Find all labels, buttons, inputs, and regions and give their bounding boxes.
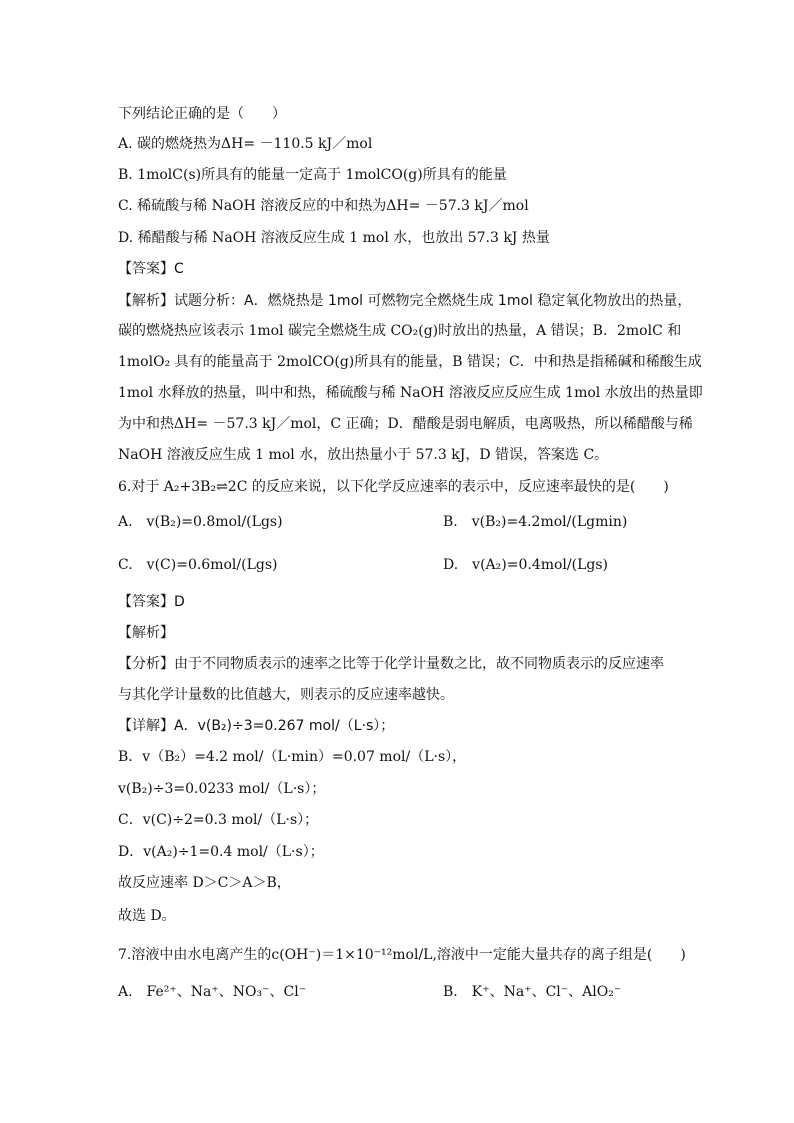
- q7-option-b: B. K⁺、Na⁺、Cl⁻、AlO₂⁻: [443, 984, 622, 1000]
- q6-option-d: D. v(A₂)=0.4mol/(Lgs): [443, 557, 608, 573]
- q6-detail-line-3: v(B₂)÷3=0.0233 mol/（L·s）；: [118, 781, 326, 797]
- q6-detail-line-7: 故选 D。: [118, 908, 176, 924]
- q5-option-b: B. 1molC(s)所具有的能量一定高于 1molCO(g)所具有的能量: [118, 167, 507, 183]
- q6-option-a: A. v(B₂)=0.8mol/(Lgs): [118, 514, 283, 530]
- q6-answer: 【答案】D: [118, 594, 185, 610]
- q5-explanation-line-1: 【解析】试题分析：A．燃烧热是 1mol 可燃物完全燃烧生成 1mol 稳定氧化物放出的热量，: [118, 293, 692, 309]
- q5-stem: 下列结论正确的是（ ）: [118, 106, 286, 122]
- q5-explanation-line-3: 1molO₂ 具有的能量高于 2molCO(g)所具有的能量，B 错误；C．中和热是指稀碱和稀酸生成: [118, 354, 702, 370]
- q5-explanation-line-4: 1mol 水释放的热量，叫中和热，稀硫酸与稀 NaOH 溶液反应反应生成 1mol 水放出的热量即: [118, 385, 703, 401]
- q5-answer: 【答案】C: [118, 261, 184, 277]
- q5-explanation-line-6: NaOH 溶液反应生成 1 mol 水，放出热量小于 57.3 kJ，D 错误，答案选 C。: [118, 447, 609, 463]
- q6-detail-line-4: C．v(C)÷2=0.3 mol/（L·s）；: [118, 812, 319, 828]
- q6-detail-line-1: 【详解】A．v(B₂)÷3=0.267 mol/（L·s）；: [118, 718, 395, 734]
- q5-option-c: C. 稀硫酸与稀 NaOH 溶液反应的中和热为ΔH= －57.3 kJ／mol: [118, 198, 529, 214]
- q6-detail-line-2: B．v（B₂）=4.2 mol/（L·min）=0.07 mol/（L·s），: [118, 749, 467, 765]
- q6-analysis-line-2: 与其化学计量数的比值越大，则表示的反应速率越快。: [118, 687, 454, 703]
- q6-detail-line-5: D．v(A₂)÷1=0.4 mol/（L·s）；: [118, 844, 324, 860]
- q7-option-a: A. Fe²⁺、Na⁺、NO₃⁻、Cl⁻: [118, 984, 307, 1000]
- q5-option-a: A. 碳的燃烧热为ΔH= －110.5 kJ／mol: [118, 136, 373, 152]
- q5-option-d: D. 稀醋酸与稀 NaOH 溶液反应生成 1 mol 水，也放出 57.3 kJ 热量: [118, 230, 550, 246]
- q5-explanation-line-2: 碳的燃烧热应该表示 1mol 碳完全燃烧生成 CO₂(g)时放出的热量，A 错误；B．2molC 和: [118, 323, 682, 339]
- q6-stem: 6.对于 A₂+3B₂⇌2C 的反应来说，以下化学反应速率的表示中，反应速率最快的是( ): [118, 479, 669, 495]
- q5-explanation-line-5: 为中和热ΔH= －57.3 kJ／mol，C 正确；D．醋酸是弱电解质，电离吸热，所以稀醋酸与稀: [118, 416, 693, 432]
- q6-explanation-title: 【解析】: [118, 625, 174, 641]
- q6-option-c: C. v(C)=0.6mol/(Lgs): [118, 557, 278, 573]
- q6-analysis-line-1: 【分析】由于不同物质表示的速率之比等于化学计量数之比，故不同物质表示的反应速率: [118, 656, 664, 672]
- q6-detail-line-6: 故反应速率 D＞C＞A＞B，: [118, 875, 291, 891]
- q6-option-b: B. v(B₂)=4.2mol/(Lgmin): [443, 514, 628, 530]
- q7-stem: 7.溶液中由水电离产生的c(OH⁻)＝1×10⁻¹²mol/L,溶液中一定能大量共存的离子组是( ): [118, 947, 686, 963]
